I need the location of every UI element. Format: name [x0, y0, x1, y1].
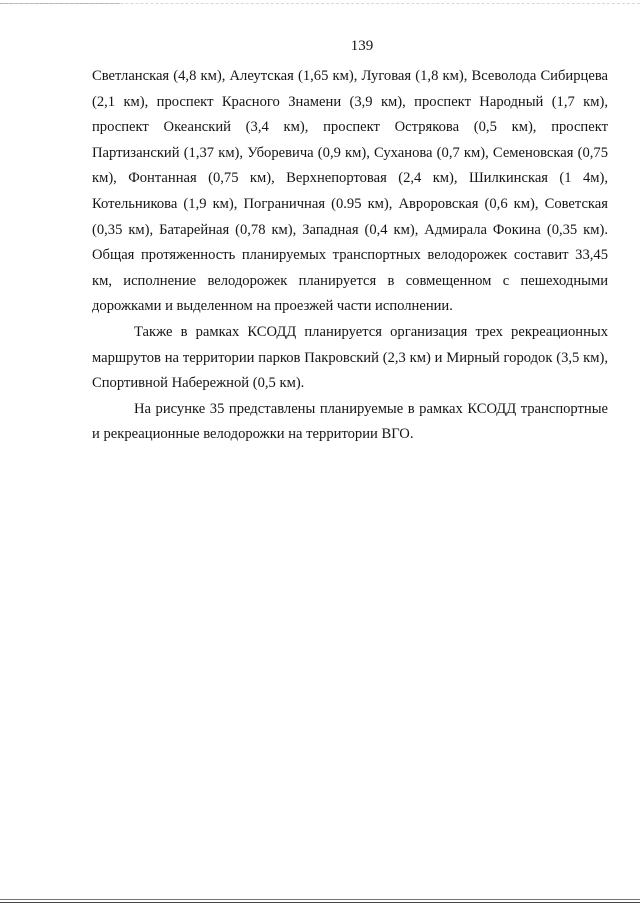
scan-edge-bottom-segment — [0, 902, 640, 903]
scan-edge-top-segment — [0, 3, 120, 4]
paragraph-figure-reference: На рисунке 35 представлены планируемые в рамках КСОДД транспортные и рекреационные велодорожки на территории ВГО. — [92, 400, 608, 443]
paragraph-recreational-routes: Также в рамках КСОДД планируется организация трех рекреационных маршрутов на территории парков Пакровский (2,3 км) и Мирный городок (3,5 км), Спортивной Набережной (0,5 км). — [92, 323, 608, 392]
paragraph-street-list: Светланская (4,8 км), Алеутская (1,65 км), Луговая (1,8 км), Всеволода Сибирцева (2,1 км), проспект Красного Знамени (3,9 км), проспект Народный (1,7 км), проспект Океанский (3,4 км), проспект Острякова (0,5 км), проспект Партизанский (1,37 км), Уборевича (0,9 км), Суханова (0,7 км), Семеновская (0,75 км), Фонтанная (0,75 км), Верхнепортовая (2,4 км), Шилкинская (1 4м), Котельникова (1,9 км), Пограничная (0.95 км), Авроровская (0,6 км), Советская (0,35 км), Батарейная (0,78 км), Западная (0,4 км), Адмирала Фокина (0,35 км). Общая протяженность планируемых транспортных велодорожек составит 33,45 км, исполнение велодорожек планируется в совмещенном с пешеходными дорожками и выделенном на проезжей части исполнении. — [92, 68, 608, 315]
body-text — [92, 64, 608, 448]
scan-edge-bottom — [0, 899, 640, 900]
page-number: 139 — [350, 38, 374, 54]
